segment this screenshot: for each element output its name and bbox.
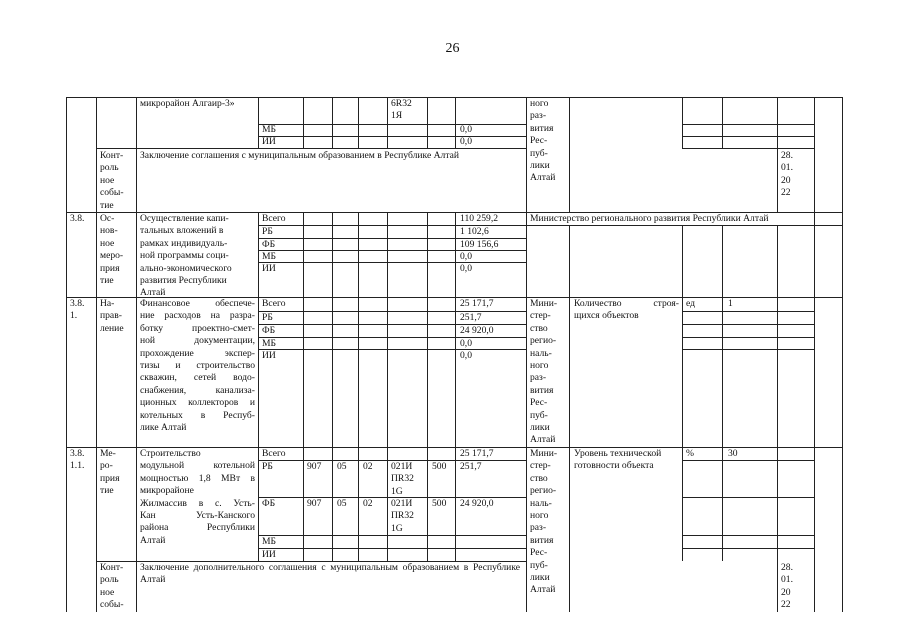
indicator-value: 1 xyxy=(728,298,733,309)
executor: Мини- стер- ство регио- наль- ного раз- вития Рес- пуб- лики Алтай xyxy=(530,298,558,446)
sum-value: 251,7 xyxy=(460,312,482,323)
object-name-continuation: микрорайон Алгаир-3» xyxy=(140,98,235,109)
source-label: РБ xyxy=(262,226,273,237)
row-name-line: Финансовое обеспече- xyxy=(140,298,255,309)
row-name-line: Кан Усть-Канского xyxy=(140,510,255,521)
source-label: ИИ xyxy=(262,263,276,274)
sum-value: 110 259,2 xyxy=(460,213,499,224)
grbs-code: 907 xyxy=(307,498,322,509)
row-name-line: Жилмассив в с. Усть- xyxy=(140,497,255,509)
row-name-line: скважин, сетей водо- xyxy=(140,372,255,384)
kcsr-code: 021И ПR32 1G xyxy=(391,461,414,497)
row-name-line: прохождение экспер- xyxy=(140,347,255,359)
source-label: Всего xyxy=(262,213,286,224)
kcsr-code: 021И ПR32 1G xyxy=(391,498,414,534)
row-name-line: мощностью 1,8 МВт в xyxy=(140,472,255,484)
grbs-code: 907 xyxy=(307,461,322,472)
sum-ii: 0,0 xyxy=(460,136,472,147)
row-name-line: ной документации, xyxy=(140,335,255,347)
vr-code: 500 xyxy=(432,461,447,472)
row-name-line: модульной котельной xyxy=(140,460,255,472)
row-type: На- прав- ление xyxy=(100,298,124,334)
row-name-line: ционных коллекторов и xyxy=(140,397,255,409)
vr-code: 500 xyxy=(432,498,447,509)
sum-value: 0,0 xyxy=(460,338,472,349)
row-name: Осуществление капи- тальных вложений в рамках индивидуаль- ной программы соци- ально-экономического развития Республики Алтай xyxy=(140,213,232,299)
sum-value: 25 171,7 xyxy=(460,448,494,459)
row-number: 3.8. 1.1. xyxy=(70,448,85,472)
control-event-date: 28. 01. 20 22 xyxy=(781,562,793,611)
row-number: 3.8. 1. xyxy=(70,298,85,322)
source-label: ИИ xyxy=(262,549,276,560)
source-label: РБ xyxy=(262,461,273,472)
row-type: Ос- нов- ное меро- прия тие xyxy=(100,213,124,287)
row-name-line: лике Алтай xyxy=(140,422,187,433)
sum-mb: 0,0 xyxy=(460,124,472,135)
row-name-line: микрорайоне xyxy=(140,485,194,497)
indicator-name-line: готовности объекта xyxy=(574,460,654,472)
row-type: Ме- ро- прия тие xyxy=(100,448,120,497)
source-label: РБ xyxy=(262,312,273,323)
rz-code: 05 xyxy=(337,461,347,472)
indicator-value: 30 xyxy=(728,448,738,459)
source-label: МБ xyxy=(262,536,277,547)
source-label: МБ xyxy=(262,251,277,262)
source-label: Всего xyxy=(262,298,286,309)
indicator-name-line: щихся объектов xyxy=(574,310,639,322)
row-name-line: Алтай xyxy=(140,534,166,546)
source-label: ИИ xyxy=(262,350,276,361)
source-label: ФБ xyxy=(262,325,276,336)
executor: Министерство регионального развития Республики Алтай xyxy=(530,213,769,224)
control-event-type: Конт- роль ное собы- тие xyxy=(100,150,124,211)
pr-code: 02 xyxy=(363,461,373,472)
indicator-name-line: Количество строя- xyxy=(574,298,679,309)
control-event-date: 28. 01. 20 22 xyxy=(781,150,793,199)
row-name-line: снабжения, канализа- xyxy=(140,384,255,396)
sum-value: 109 156,6 xyxy=(460,239,499,250)
kcsr-code: 6R32 1Я xyxy=(391,98,412,122)
control-event-type: Конт- роль ное собы- xyxy=(100,562,124,611)
source-label: МБ xyxy=(262,338,277,349)
sum-value: 0,0 xyxy=(460,263,472,274)
row-name-line: ботку проектно-смет- xyxy=(140,322,255,334)
executor-continuation: ного раз- вития Рес- пуб- лики Алтай xyxy=(530,98,556,184)
row-name-line: тизы и строительство xyxy=(140,360,255,371)
page-number: 26 xyxy=(445,41,460,56)
rz-code: 05 xyxy=(337,498,347,509)
source-label: ФБ xyxy=(262,239,276,250)
row-name-line: Строительство xyxy=(140,448,201,459)
source-label: Всего xyxy=(262,448,286,459)
row-name-line: ние расходов на разра- xyxy=(140,310,255,322)
control-event-text: Заключение соглашения с муниципальным образованием в Республике Алтай xyxy=(140,150,460,161)
control-event-text: Заключение дополнительного соглашения с муниципальным образованием в Республике Алтай xyxy=(140,562,520,586)
row-number: 3.8. xyxy=(70,213,85,224)
indicator-unit: ед xyxy=(686,298,696,309)
sum-value: 25 171,7 xyxy=(460,298,494,309)
row-name-line: котельных в Респуб- xyxy=(140,409,255,421)
source-ii: ИИ xyxy=(262,136,276,147)
sum-value: 251,7 xyxy=(460,461,482,472)
row-name-line: района Республики xyxy=(140,522,255,534)
sum-value: 1 102,6 xyxy=(460,226,489,237)
indicator-name-line: Уровень технической xyxy=(574,448,662,459)
indicator-unit: % xyxy=(686,448,694,459)
sum-value: 0,0 xyxy=(460,251,472,262)
pr-code: 02 xyxy=(363,498,373,509)
sum-value: 0,0 xyxy=(460,350,472,361)
executor: Мини- стер- ство регио- наль- ного раз- вития Рес- пуб- лики Алтай xyxy=(530,448,558,596)
sum-value: 24 920,0 xyxy=(460,325,494,336)
source-mb: МБ xyxy=(262,124,277,135)
sum-value: 24 920,0 xyxy=(460,498,494,509)
source-label: ФБ xyxy=(262,498,276,509)
